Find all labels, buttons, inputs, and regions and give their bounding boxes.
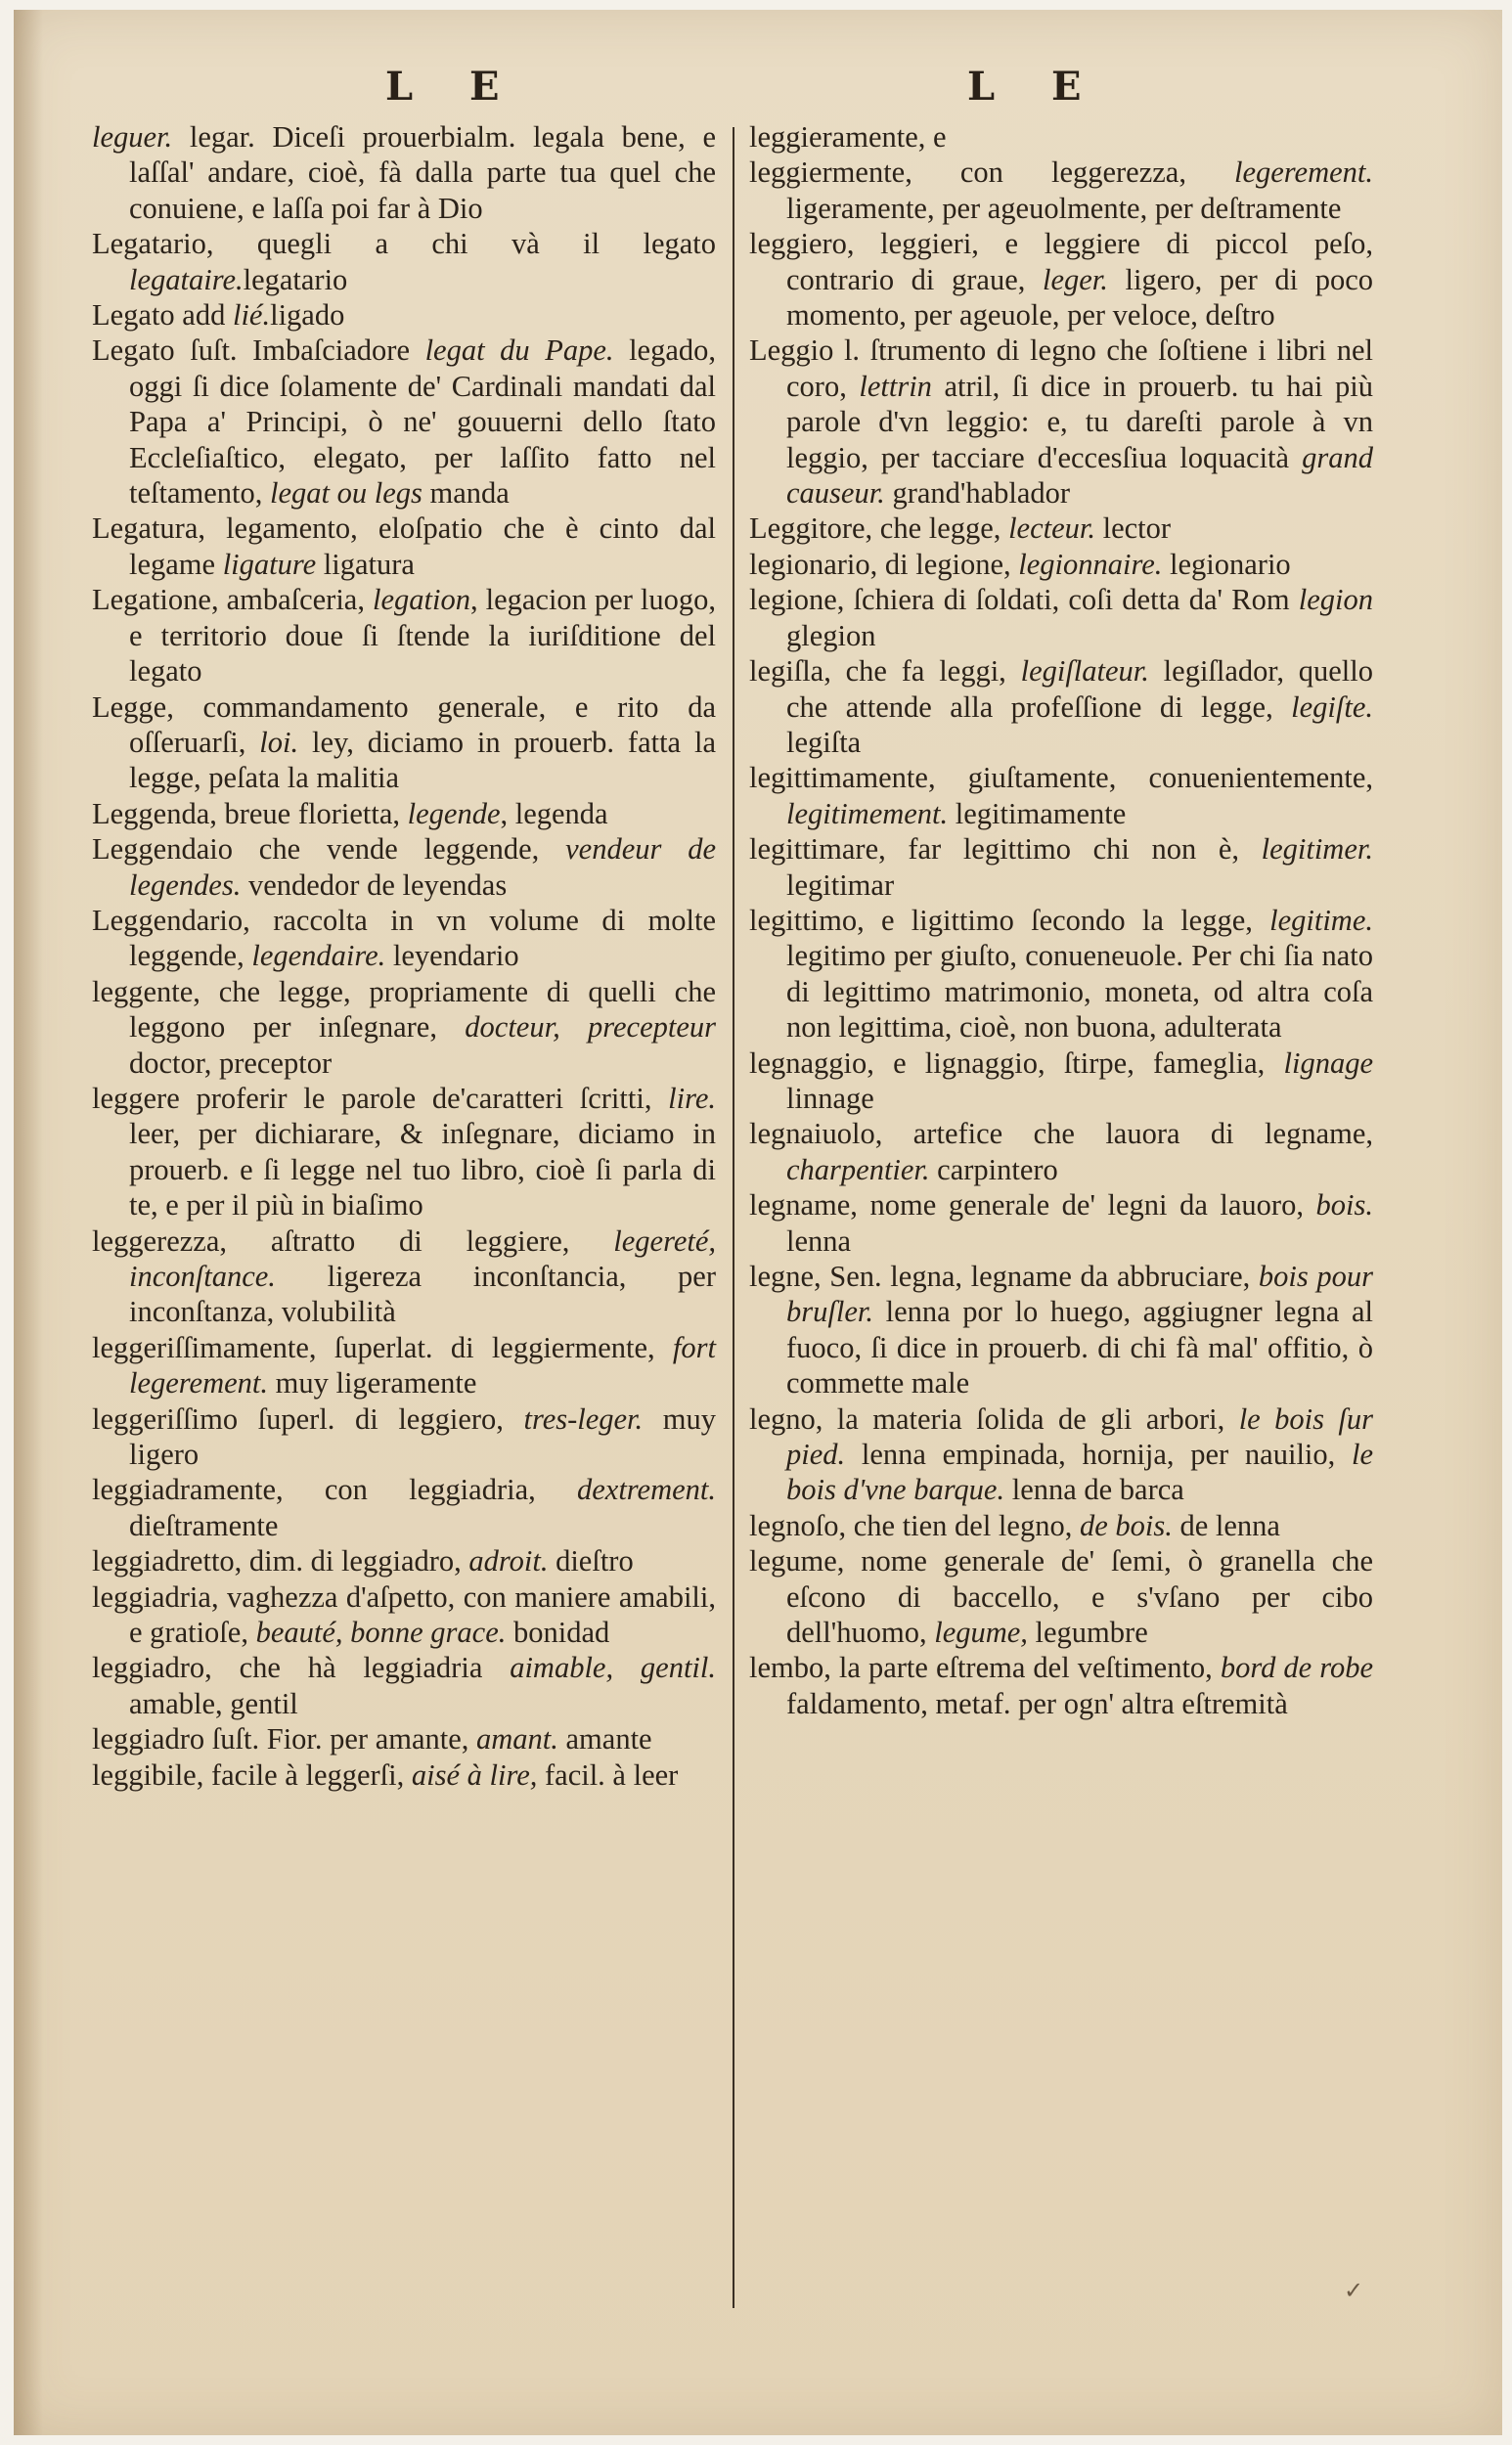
entry-text: legittimo, e ligittimo ſecondo la legge, [749,903,1270,937]
entry-text: legno, la materia ſolida de gli arbori, [749,1401,1239,1436]
entry-text: muy ligero [129,1401,716,1472]
entry-text: Legatura, legamento, eloſpatio che è cinto dal legame [92,511,716,581]
entry-translation: dextrement. [577,1473,716,1507]
dictionary-entry [749,1259,1373,1401]
entry-text: de lenna [1172,1508,1280,1542]
entry-translation: bois pour bruſler. [786,1260,1373,1329]
dictionary-entry [92,1472,716,1543]
entry-text: lector [1095,511,1172,546]
entry-text: legionario, di legione, [749,547,1019,581]
entry-text: doctor, preceptor [129,1045,333,1080]
column-divider [733,127,734,2308]
dictionary-entry [92,119,716,226]
dictionary-entry [92,1579,716,1651]
entry-translation: legataire. [129,262,244,296]
left-column [92,119,716,1793]
dictionary-entry [92,796,716,831]
entry-translation: bois. [1315,1188,1373,1222]
entry-text: legionario [1162,547,1291,581]
dictionary-entry [749,1508,1373,1543]
dictionary-entry [749,226,1373,333]
entry-text: Leggendario, raccolta in vn volume di molte leggende, [92,903,716,973]
entry-text: lenna por lo huego, aggiugner legna al fuoco, ſi dice in prouerb. di chi fà mal' offitio, ò commette male [786,1295,1373,1400]
dictionary-entry [92,1401,716,1473]
dictionary-entry [92,689,716,796]
entry-text: leer, per dichiarare, & inſegnare, diciamo in prouerb. e ſi legge nel tuo libro, cioè ſi parla di te, e per il più in biaſimo [129,1117,716,1222]
dictionary-entry [92,1081,716,1223]
entry-translation: le bois d'vne barque. [786,1438,1373,1507]
entry-text: legitimo per giuſto, conueneuole. Per chi ſia nato di legittimo matrimonio, moneta, od altra coſa non legittima, cioè, non buona, adulterata [786,939,1373,1045]
entry-translation: amant. [476,1722,558,1756]
entry-text: leggiadro, che hà leggiadria [92,1651,511,1685]
dictionary-entry [92,974,716,1081]
entry-translation: legat du Pape. [424,333,614,368]
dictionary-entry [92,1650,716,1721]
entry-text: ligero, per di poco momento, per ageuole, per veloce, deſtro [786,262,1373,333]
entry-text: muy ligeramente [268,1366,477,1400]
entry-text: amable, gentil [129,1686,298,1720]
entry-text: leggiadretto, dim. di leggiadro, [92,1544,469,1578]
entry-text: Legatione, ambaſceria, [92,583,373,617]
entry-translation: legiſte. [1291,689,1373,724]
entry-translation: leger. [1042,262,1108,296]
dictionary-entry [749,582,1373,653]
entry-text: legnoſo, che tien del legno, [749,1508,1080,1542]
entry-text: manda [422,476,510,511]
dictionary-entry [749,903,1373,1045]
entry-translation: de bois. [1079,1508,1173,1542]
entry-translation: lignage [1283,1045,1373,1080]
entry-translation: legat ou legs [269,476,422,511]
entry-translation: legitime. [1269,903,1373,937]
entry-text: amante [557,1722,652,1756]
dictionary-entry [92,511,716,582]
entry-translation: grand causeur. [786,440,1373,511]
entry-text: legumbre [1027,1616,1148,1650]
entry-text: legittimamente, giuſtamente, conuenientemente, [749,761,1373,795]
entry-text: legname, nome generale de' legni da lauoro, [749,1188,1316,1222]
entry-translation: legation [373,583,470,617]
entry-text: lenna de barca [1004,1473,1184,1507]
entry-translation: legendaire. [251,939,386,973]
entry-translation: legereté, inconſtance. [129,1223,716,1293]
entry-text: legiſta [786,725,862,759]
entry-text: lenna empinada, hornija, per nauilio, [845,1438,1352,1472]
entry-text: grand'hablador [884,476,1071,511]
dictionary-entry [749,119,1373,155]
entry-text: legne, Sen. legna, legname da abbruciare, [749,1260,1259,1293]
entry-translation: le bois ſur pied. [786,1401,1373,1472]
entry-translation: lire. [668,1081,716,1115]
entry-text: legione, ſchiera di ſoldati, coſi detta da' Rom [749,583,1299,617]
entry-text: leggeriſſimo ſuperl. di leggiero, [92,1401,524,1436]
entry-text: bonidad [506,1616,610,1650]
entry-translation: tres-leger. [523,1401,644,1436]
dictionary-page [14,10,1502,2435]
entry-text: legiſla, che fa leggi, [749,654,1021,689]
entry-text: ley, diciamo in prouerb. fatta la legge, peſata la malitia [129,725,716,795]
entry-translation: lettrin [859,369,932,403]
entry-translation: legion [1298,583,1373,617]
entry-translation: charpentier. [786,1152,930,1186]
entry-translation: ligature [222,547,317,581]
entry-text: lenna [786,1223,852,1258]
dictionary-entry [92,1721,716,1756]
entry-text: legitimar [786,867,895,902]
dictionary-entry [749,155,1373,226]
ink-mark: ✓ [1344,2277,1364,2304]
entry-text: leggerezza, aſtratto di leggiere, [92,1223,614,1258]
entry-text: Leggio l. ſtrumento di legno che ſoſtiene i libri nel coro, [749,333,1373,403]
entry-translation: leguer. [92,120,173,154]
dictionary-entry [749,1401,1373,1508]
dictionary-entry [92,297,716,333]
running-head-left: L E [385,64,521,110]
entry-translation: legume, [934,1616,1028,1650]
entry-text: ligatura [316,547,415,581]
entry-text: Leggenda, breue florietta, [92,796,408,830]
entry-text: legado, oggi ſi dice ſolamente de' Cardinali mandati dal Papa a' Principi, ò ne' gouuerni dello ſtato Eccleſiaſtico, elegato, per laſſito fatto nel teſtamento, [129,333,716,511]
entry-text: leggieramente, e [749,120,947,154]
entry-text: glegion [786,618,876,652]
entry-text: legatario [243,262,348,296]
dictionary-entry [749,1045,1373,1117]
entry-translation: aisé à lire, [411,1757,538,1792]
dictionary-entry [749,1650,1373,1721]
dictionary-entry [749,831,1373,903]
entry-text: legar. Diceſi prouerbialm. legala bene, e laſſal' andare, cioè, fà dalla parte tua quel che conuiene, e laſſa poi far à Dio [129,120,716,225]
entry-text: leggiermente, con leggerezza, [749,156,1234,190]
entry-translation: legerement. [1234,156,1373,190]
dictionary-entry [749,511,1373,546]
dictionary-entry [749,333,1373,511]
entry-text: ligeramente, per ageuolmente, per deſtramente [786,191,1342,225]
dictionary-entry [92,1543,716,1578]
entry-text: faldamento, metaf. per ogn' altra eſtremità [786,1686,1288,1720]
entry-text: leggere proferir le parole de'caratteri ſcritti, [92,1081,669,1115]
dictionary-entry [749,1116,1373,1187]
dictionary-entry [749,760,1373,831]
entry-text: leggiadria, vaghezza d'aſpetto, con maniere amabili, e gratioſe, [92,1579,716,1650]
entry-text: , legenda [500,796,608,830]
dictionary-entry [749,1543,1373,1650]
entry-translation: legionnaire. [1018,547,1163,581]
entry-text: Legge, commandamento generale, e rito da oſſeruarſi, [92,689,716,759]
dictionary-entry [92,333,716,511]
entry-text: legnaiuolo, artefice che lauora di legname, [749,1117,1373,1151]
entry-text: leggeriſſimamente, ſuperlat. di leggiermente, [92,1330,673,1364]
entry-text: ligereza inconſtancia, per inconſtanza, volubilità [129,1260,716,1329]
entry-text: legnaggio, e lignaggio, ſtirpe, fameglia, [749,1045,1284,1080]
dictionary-entry [92,1757,716,1793]
entry-translation: fort legerement. [129,1330,716,1400]
dictionary-entry [92,226,716,297]
entry-translation: loi. [259,725,299,759]
entry-text: linnage [786,1081,874,1115]
entry-translation: legiſlateur. [1020,654,1149,689]
entry-text: lembo, la parte eſtrema del veſtimento, [749,1651,1221,1685]
dictionary-entry [92,1330,716,1401]
entry-text: leggiadramente, con leggiadria, [92,1473,577,1507]
dictionary-entry [92,903,716,974]
entry-translation: legende [407,796,501,830]
entry-text: vendedor de leyendas [241,867,508,902]
entry-text: Legato ſuſt. Imbaſciadore [92,333,425,368]
dictionary-entry [749,653,1373,760]
entry-translation: legitimer. [1261,832,1373,867]
entry-translation: docteur, precepteur [465,1010,716,1045]
dictionary-entry [749,547,1373,582]
entry-text: leggente, che legge, propriamente di quelli che leggono per inſegnare, [92,974,716,1045]
running-head-right: L E [967,64,1103,110]
dictionary-entry [92,582,716,689]
entry-translation: lié. [232,298,271,333]
entry-translation: lecteur. [1008,511,1095,546]
dictionary-entry [749,1187,1373,1259]
entry-translation: vendeur de legendes. [129,832,716,902]
entry-text: leyendario [385,939,519,973]
entry-text: legume, nome generale de' ſemi, ò granella che eſcono di baccello, e s'vſano per cibo dell'huomo, [749,1544,1373,1650]
entry-text: legiſlador, quello che attende alla profeſſione di legge, [786,654,1373,724]
entry-text: legitimamente [948,796,1127,830]
entry-translation: beauté, bonne grace. [255,1616,507,1650]
entry-text: legittimare, far legittimo chi non è, [749,832,1262,867]
entry-text: atril, ſi dice in prouerb. tu hai più parole d'vn leggio: e, tu dareſti parole à vn leggio, per tacciare d'eccesſiua loquacità [786,369,1373,474]
entry-translation: bord de robe [1220,1651,1373,1685]
dictionary-entry [92,1223,716,1330]
entry-text: facil. à leer [537,1757,679,1792]
entry-text: leggiadro ſuſt. Fior. per amante, [92,1722,477,1756]
entry-text: Legato add [92,298,233,333]
entry-translation: legitimement. [786,796,949,830]
entry-text: , legacion per luogo, e territorio doue ſi ſtende la iuriſditione del legato [129,583,716,689]
entry-text: dieſtro [548,1544,634,1578]
entry-translation: aimable, gentil. [510,1651,716,1685]
entry-text: carpintero [929,1152,1058,1186]
entry-text: dieſtramente [129,1508,279,1542]
entry-text: Legatario, quegli a chi và il legato [92,227,716,261]
entry-text: ligado [270,298,345,333]
entry-text: leggibile, facile à leggerſi, [92,1757,412,1792]
dictionary-entry [92,831,716,903]
right-column [749,119,1373,1721]
entry-translation: adroit. [468,1544,549,1578]
entry-text: leggiero, leggieri, e leggiere di piccol peſo, contrario di graue, [749,227,1373,296]
entry-text: Leggitore, che legge, [749,511,1009,546]
entry-text: Leggendaio che vende leggende, [92,832,566,867]
page-edge-shadow [14,10,43,2435]
